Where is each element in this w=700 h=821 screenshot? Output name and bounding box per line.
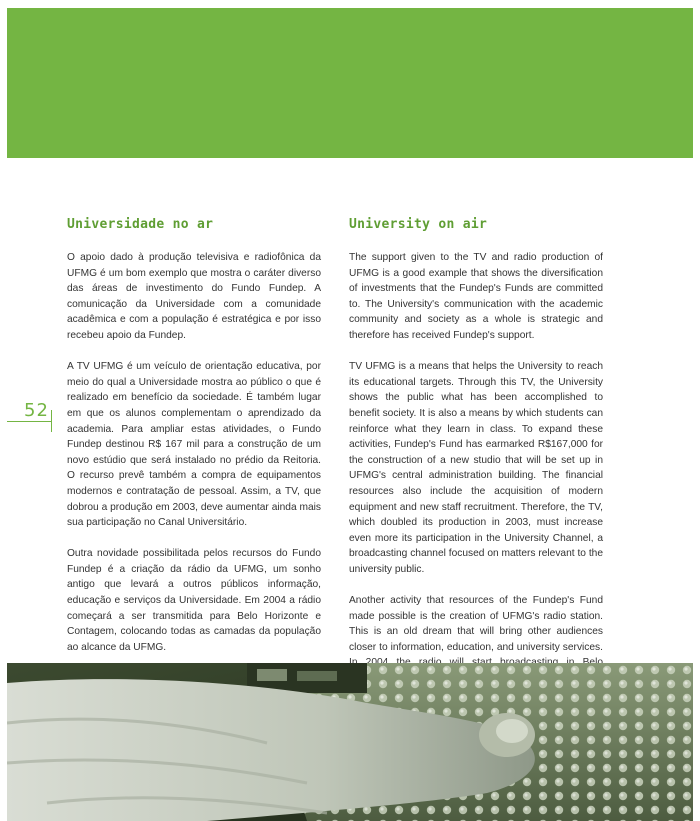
portuguese-heading: Universidade no ar: [67, 217, 214, 232]
english-paragraph-3: Another activity that resources of the Fundep's Fund made possible is the creation of UFMG's radio station. This is an old dream that will bring other audiences closer to information, education, and university services.: [349, 595, 603, 653]
portuguese-paragraph-3: Outra novidade possibilitada pelos recursos do Fundo Fundep é a criação da rádio da UFMG, um sonho antigo que levará a outros públicos informação, educação e serviços da Universidade. Em 2004 a rádio começará a ser transmitida para Belo Horizonte e Contagem, colocando todas as camadas da população ao alcance da UFMG.: [67, 548, 321, 653]
english-column: [349, 217, 603, 718]
portuguese-paragraph-2: A TV UFMG é um veículo de orientação educativa, por meio do qual a Universidade mostra ao público o que é realizado em benefício da sociedade. É também lugar em que os alunos complementam o aprendizado da academia. Para ampliar estas atividades, o Fundo Fundep destinou R$ 167 mil para a construção de um novo estúdio que será instalado no prédio da Reitoria. O recurso prevê também a compra de equipamentos modernos e contratação de pessoal. Assim, a TV, que dobrou a produção em 2003, deve aumentar ainda mais sua participação no Canal Universitário.: [67, 361, 321, 529]
portuguese-paragraph-1: O apoio dado à produção televisiva e radiofônica da UFMG é um bom exemplo que mostra o caráter diverso das áreas de investimento do Fundo Fundep. A comunicação da Universidade com a comunidade acadêmica e com a população é estratégica e por isso recebeu apoio da Fundep.: [67, 252, 321, 341]
page-number: 52: [24, 400, 49, 421]
english-heading: University on air: [349, 217, 488, 232]
header-green-band: [7, 8, 693, 158]
portuguese-column: [67, 217, 321, 671]
english-paragraph-2: TV UFMG is a means that helps the University to reach its educational targets. Through this TV, the University shows the public what has been accomplished to benefit society. It is also a means by which students can reinforce what they learn in class. To expand these activities, Fundep's Fund has earmarked R$167,000 for the construction of a new studio that will be set up in UFMG's central administration building. The financial resources also include the acquisition of modern equipment and new staff recruitment. Therefore, the TV, which doubled its production in 2003, must increase even more its participation in the University Channel, a broadcasting channel focused on matters relevant to the university public.: [349, 361, 603, 575]
page-number-rule: [7, 421, 52, 422]
page-number-tick: [51, 410, 52, 432]
mixing-console-photo: [7, 663, 693, 821]
english-paragraph-1: The support given to the TV and radio production of UFMG is a good example that shows the diversification of investments that the Fundep's Funds are committed to. The University's communication with the academic community and society as a whole is strategic and therefore has received Fundep's support.: [349, 252, 603, 341]
